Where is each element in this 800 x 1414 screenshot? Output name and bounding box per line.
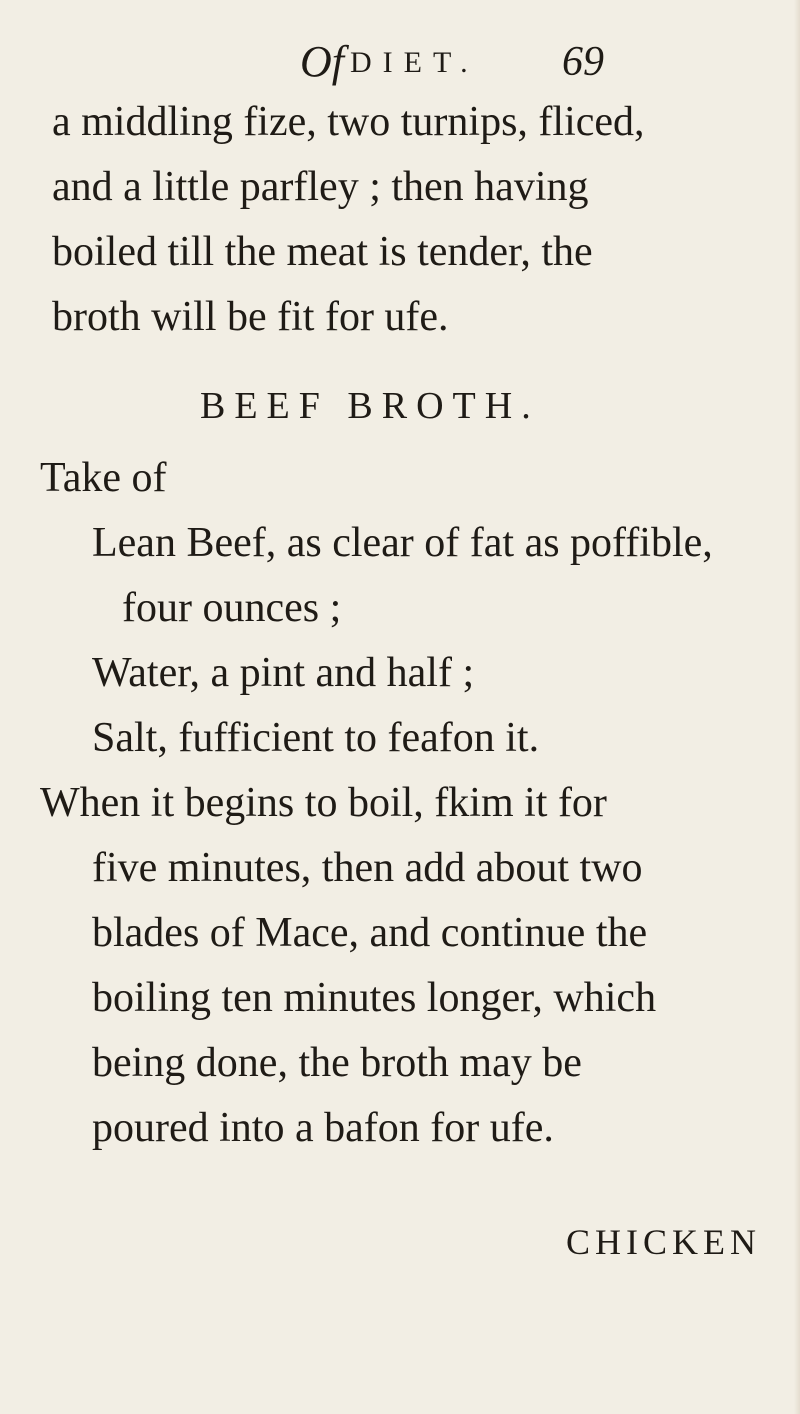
page-edge <box>794 0 800 1414</box>
continuation-line-2: and a little parfley ; then having <box>52 164 589 210</box>
ingredient-line-4: Salt, fufficient to feafon it. <box>92 715 540 761</box>
continuation-line-1: a middling fize, two turnips, fliced, <box>52 99 645 145</box>
ingredient-line-2: four ounces ; <box>122 585 342 631</box>
running-head-prefix: Of <box>300 37 344 86</box>
continuation-line-4: broth will be fit for ufe. <box>52 294 449 340</box>
ingredient-line-3: Water, a pint and half ; <box>92 650 475 696</box>
method-line-4: boiling ten minutes longer, which <box>92 975 657 1021</box>
continuation-line-3: boiled till the meat is tender, the <box>52 229 593 275</box>
recipe-intro: Take of <box>40 455 167 501</box>
page-number: 69 <box>562 39 604 85</box>
method-line-5: being done, the broth may be <box>92 1040 582 1086</box>
method-line-6: poured into a bafon for ufe. <box>92 1105 554 1151</box>
running-head-title: DIET. <box>350 46 479 79</box>
section-heading: BEEF BROTH. <box>200 385 540 427</box>
running-head <box>300 32 620 92</box>
method-line-2: five minutes, then add about two <box>92 845 643 891</box>
ingredient-line-1: Lean Beef, as clear of fat as poffible, <box>92 520 713 566</box>
catchword: CHICKEN <box>566 1222 761 1262</box>
method-line-1: When it begins to boil, fkim it for <box>40 780 607 826</box>
method-line-3: blades of Mace, and continue the <box>92 910 648 956</box>
